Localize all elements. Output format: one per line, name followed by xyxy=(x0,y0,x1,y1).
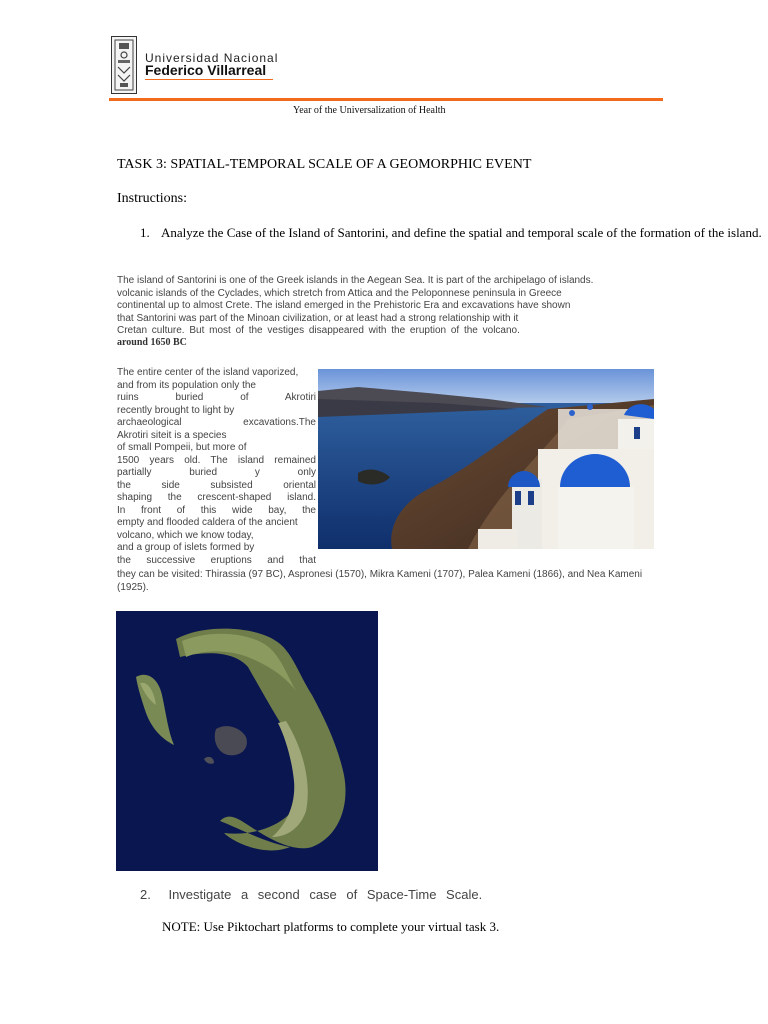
column-line: empty and flooded caldera of the ancient xyxy=(117,517,298,528)
instructions-label: Instructions: xyxy=(117,191,187,206)
column-line: and a group of islets formed by xyxy=(117,542,255,553)
logo-underline xyxy=(145,79,273,80)
university-name-line2: Federico Villarreal xyxy=(145,62,267,78)
intro-line: continental up to almost Crete. The island emerged in the Prehistoric Era and excavations have shown xyxy=(117,300,571,311)
header-motto: Year of the Universalization of Health xyxy=(293,105,446,116)
column-line: shaping the crescent-shaped island. xyxy=(117,492,316,503)
text-column xyxy=(117,367,316,567)
intro-paragraph xyxy=(117,275,657,338)
column-line: the side subsisted oriental xyxy=(117,479,316,491)
column-line: In front of this wide bay, the xyxy=(117,504,316,516)
task-title: TASK 3: SPATIAL-TEMPORAL SCALE OF A GEOMORPHIC EVENT xyxy=(117,157,532,172)
column-line: 1500 years old. The island remained xyxy=(117,454,316,466)
eruption-date: around 1650 BC xyxy=(117,337,187,348)
column-line: of small Pompeii, but more of xyxy=(117,442,247,453)
islets-paragraph: they can be visited: Thirassia (97 BC), Aspronesi (1570), Mikra Kameni (1707), Palea Kameni (1866), and Nea Kameni (1925). xyxy=(117,569,643,593)
header-divider xyxy=(109,98,663,101)
column-line: and from its population only the xyxy=(117,379,256,391)
column-line: The entire center of the island vaporized, xyxy=(117,367,299,378)
university-name-line1: Universidad Nacional xyxy=(145,51,279,65)
instruction-item-2 xyxy=(140,887,482,902)
university-logo xyxy=(111,36,137,94)
intro-line: volcanic islands of the Cyclades, which stretch from Attica and the Peloponnese peninsula in Greece xyxy=(117,287,562,299)
column-line: archaeological excavations.The xyxy=(117,417,316,428)
intro-line: Cretan culture. But most of the vestiges disappeared with the eruption of the volcano. xyxy=(117,325,520,336)
column-line: partially buried y only xyxy=(117,467,316,478)
santorini-satellite-image xyxy=(116,611,378,871)
column-line: Akrotiri siteit is a species xyxy=(117,429,227,441)
item-number: 1. xyxy=(140,225,150,240)
column-line: ruins buried of Akrotiri xyxy=(117,392,316,403)
intro-line: The island of Santorini is one of the Greek islands in the Aegean Sea. It is part of the archipelago of islands. xyxy=(117,275,594,286)
santorini-photo xyxy=(318,369,654,549)
column-line: recently brought to light by xyxy=(117,404,235,416)
item-text: Investigate a second case of Space-Time Scale. xyxy=(168,887,483,902)
column-line: the successive eruptions and that xyxy=(117,554,316,566)
intro-line: that Santorini was part of the Minoan civilization, or at least had a strong relationship with it xyxy=(117,312,519,324)
note-text: NOTE: Use Piktochart platforms to complete your virtual task 3. xyxy=(162,919,500,934)
item-number: 2. xyxy=(140,887,151,902)
item-text: Analyze the Case of the Island of Santorini, and define the spatial and temporal scale of the formation of the island. xyxy=(161,225,762,240)
column-line: volcano, which we know today, xyxy=(117,529,254,541)
instruction-item-1 xyxy=(140,224,766,241)
